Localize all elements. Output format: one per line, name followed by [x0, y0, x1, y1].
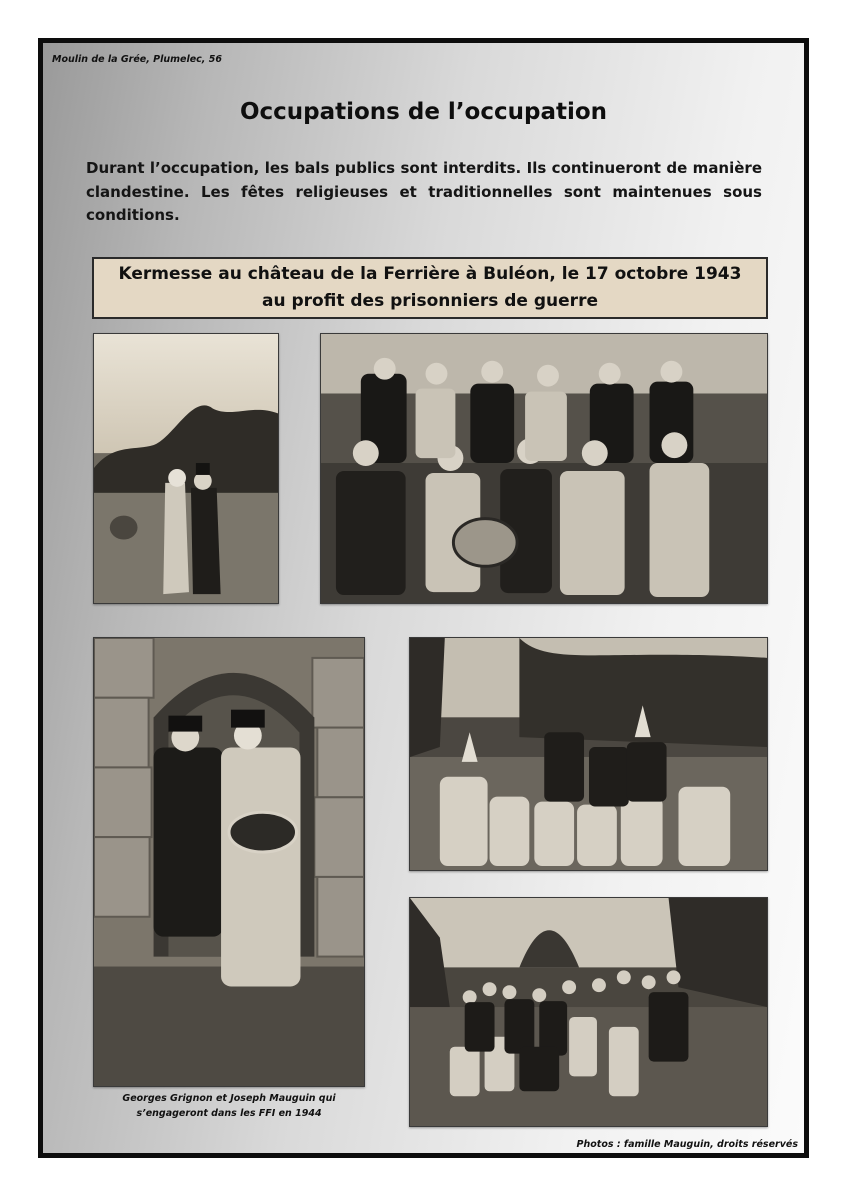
photo-credit: Photos : famille Mauguin, droits réservés: [576, 1139, 798, 1150]
poster-frame: [38, 38, 809, 1158]
banner-line-2: au profit des prisonniers de guerre: [262, 291, 598, 311]
caption-line-2: s’engageront dans les FFI en 1944: [136, 1107, 322, 1119]
photo-two-men-doorway: [93, 637, 365, 1087]
photo-crowd-gathering: [409, 897, 768, 1127]
photo-clowns-group: [409, 637, 768, 871]
page-title: Occupations de l’occupation: [239, 99, 608, 125]
photo-costumed-group: [320, 333, 768, 604]
caption-line-1: Georges Grignon et Joseph Mauguin qui: [122, 1093, 336, 1104]
banner-line-1: Kermesse au château de la Ferrière à Buléon, le 17 octobre 1943: [118, 264, 742, 284]
event-banner: [92, 257, 768, 319]
photo-caption: [93, 1092, 365, 1121]
location-label: Moulin de la Grée, Plumelec, 56: [52, 54, 222, 65]
photo-couple-park: [93, 333, 279, 604]
intro-paragraph: Durant l’occupation, les bals publics sont interdits. Ils continueront de manière clandestine. Les fêtes religieuses et traditionnelles sont maintenues sous conditions.: [86, 159, 762, 224]
